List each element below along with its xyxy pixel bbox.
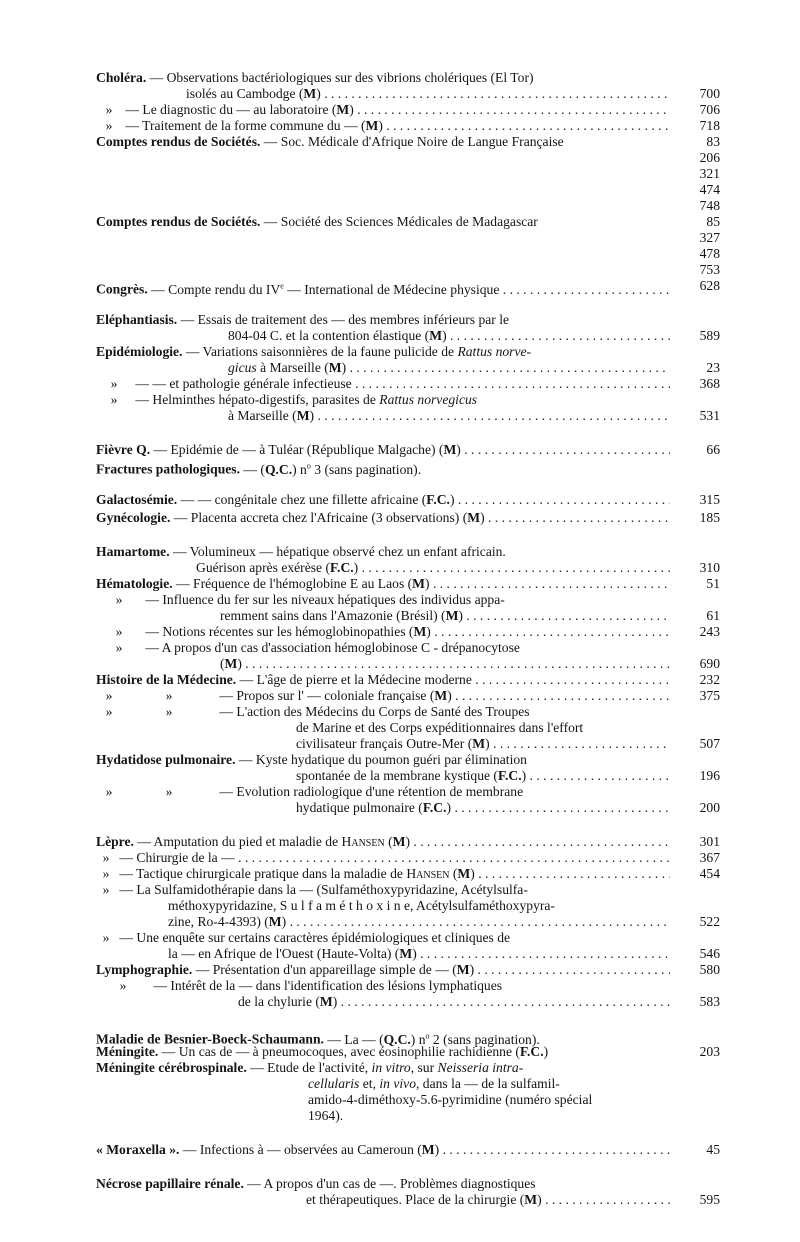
entry-heading: Nécrose papillaire rénale. xyxy=(96,1176,244,1191)
ditto-mark: » xyxy=(115,592,123,607)
entry-text xyxy=(96,850,670,866)
entry-text xyxy=(296,736,670,752)
index-entry xyxy=(96,118,720,134)
page-number: 51 xyxy=(706,576,720,591)
index-entry xyxy=(96,688,720,704)
entry-body: — Compte rendu du IVe — International de Médecine physique xyxy=(151,281,500,297)
entry-body: — Helminthes hépato-digestifs, parasites de Rattus norvegicus xyxy=(135,392,478,407)
index-entry xyxy=(96,86,720,102)
entry-text xyxy=(96,576,670,592)
index-entry xyxy=(96,510,720,526)
entry-body: amido-4-diméthoxy-5.6-pyrimidine (numéro spécial xyxy=(308,1092,593,1107)
entry-text xyxy=(96,102,670,118)
entry-text xyxy=(96,930,670,946)
index-entry xyxy=(96,656,720,672)
index-entry xyxy=(96,592,720,608)
entry-body: hydatique pulmonaire (F.C.) xyxy=(296,800,452,815)
entry-body: — Placenta accreta chez l'Africaine (3 observations) (M) xyxy=(173,510,485,525)
entry-text xyxy=(96,1142,670,1158)
index-entry xyxy=(96,182,720,198)
entry-body: — Tactique chirurgicale pratique dans la maladie de Hansen (M) xyxy=(119,866,475,881)
index-entry xyxy=(96,736,720,752)
entry-heading: « Moraxella ». xyxy=(96,1142,180,1157)
index-entry xyxy=(96,704,720,720)
entry-body: 1964). xyxy=(308,1108,344,1123)
entry-text xyxy=(168,946,670,962)
page-number: 628 xyxy=(699,278,720,293)
index-entry xyxy=(96,492,720,508)
entry-body: — Traitement de la forme commune du — (M) xyxy=(125,118,383,133)
entry-body: cellularis et, in vivo, dans la — de la sulfamil- xyxy=(308,1076,560,1091)
entry-heading: Hydatidose pulmonaire. xyxy=(96,752,236,767)
entry-body: — Volumineux — hépatique observé chez un enfant africain. xyxy=(173,544,506,559)
page-number: 583 xyxy=(699,994,720,1009)
ditto-mark: » xyxy=(115,624,123,639)
entry-heading: Congrès. xyxy=(96,281,148,297)
index-entry xyxy=(96,328,720,344)
index-entry xyxy=(96,1060,720,1076)
entry-text xyxy=(96,962,670,978)
entry-text xyxy=(220,608,670,624)
entry-text xyxy=(96,834,670,850)
entry-body: — Evolution radiologique d'une rétention de membrane xyxy=(219,784,524,799)
page-number: 507 xyxy=(699,736,720,751)
entry-body: — Soc. Médicale d'Afrique Noire de Langue Française xyxy=(263,134,564,149)
entry-text xyxy=(308,1092,670,1108)
entry-heading: Comptes rendus de Sociétés. xyxy=(96,214,261,229)
index-entry xyxy=(96,672,720,688)
index-entry xyxy=(96,1028,720,1047)
entry-body: — Observations bactériologiques sur des vibrions cholériques (El Tor) xyxy=(149,70,534,85)
entry-text xyxy=(96,312,670,328)
entry-body: de Marine et des Corps expéditionnaires dans l'effort xyxy=(296,720,584,735)
entry-body: — (Q.C.) $n^o$ 3 (sans pagination). xyxy=(243,461,422,477)
index-entry xyxy=(96,312,720,328)
index-entry xyxy=(96,882,720,898)
index-entry xyxy=(96,752,720,768)
page-number: 45 xyxy=(706,1142,720,1157)
index-entry xyxy=(96,640,720,656)
index-entry xyxy=(96,784,720,800)
entry-body: — Fréquence de l'hémoglobine E au Laos (M) xyxy=(176,576,430,591)
entry-text xyxy=(96,1060,670,1076)
index-entry xyxy=(96,166,720,182)
entry-body: spontanée de la membrane kystique (F.C.) xyxy=(296,768,527,783)
index-entry xyxy=(96,1092,720,1108)
page-number: 718 xyxy=(699,118,720,133)
index-entry xyxy=(96,278,720,297)
entry-body: — Société des Sciences Médicales de Madagascar xyxy=(263,214,538,229)
page-number: 478 xyxy=(699,246,720,261)
entry-body: la — en Afrique de l'Ouest (Haute-Volta) (M) xyxy=(168,946,417,961)
entry-body: Guérison après exérèse (F.C.) xyxy=(196,560,359,575)
page-number: 321 xyxy=(699,166,720,181)
index-entry xyxy=(96,408,720,424)
entry-text xyxy=(96,344,670,360)
entry-text xyxy=(96,544,670,560)
index-entry xyxy=(96,458,720,477)
entry-body: — La — (Q.C.) $n^o$ 2 (sans pagination). xyxy=(327,1031,540,1047)
index-entry xyxy=(96,344,720,360)
entry-heading: Epidémiologie. xyxy=(96,344,183,359)
index-entry xyxy=(96,1044,720,1060)
entry-body: — Essais de traitement des — des membres inférieurs par le xyxy=(180,312,510,327)
entry-body: — Infections à — observées au Cameroun (M) xyxy=(182,1142,440,1157)
entry-body: — — congénitale chez une fillette africaine (F.C.) xyxy=(180,492,455,507)
index-entry xyxy=(96,1142,720,1158)
entry-text xyxy=(308,1076,670,1092)
page-number: 522 xyxy=(699,914,720,929)
index-entry xyxy=(96,978,720,994)
entry-body: — Etude de l'activité, in vitro, sur Neisseria intra- xyxy=(250,1060,524,1075)
entry-body: remment sains dans l'Amazonie (Brésil) (M) xyxy=(220,608,463,623)
entry-body: à Marseille (M) xyxy=(228,408,315,423)
ditto-mark: » xyxy=(110,376,118,391)
ditto-mark: » xyxy=(102,850,110,865)
entry-text xyxy=(308,1108,670,1124)
entry-body: 804-04 C. et la contention élastique (M) xyxy=(228,328,447,343)
page-number: 531 xyxy=(699,408,720,423)
entry-text xyxy=(296,768,670,784)
entry-text xyxy=(228,328,670,344)
index-entry xyxy=(96,246,720,262)
entry-text xyxy=(96,510,670,526)
entry-body: de la chylurie (M) xyxy=(238,994,338,1009)
entry-body: — Variations saisonnières de la faune pulicide de Rattus norve- xyxy=(185,344,532,359)
entry-text xyxy=(96,866,670,882)
entry-body: — Influence du fer sur les niveaux hépatiques des individus appa- xyxy=(145,592,505,607)
entry-text xyxy=(96,624,670,640)
entry-body: — Le diagnostic du — au laboratoire (M) xyxy=(125,102,354,117)
entry-body: — Notions récentes sur les hémoglobinopathies (M) xyxy=(145,624,431,639)
entry-text xyxy=(168,914,670,930)
index-entry xyxy=(96,102,720,118)
entry-body: zine, Ro-4-4393) (M) xyxy=(168,914,287,929)
index-entry xyxy=(96,930,720,946)
entry-heading: Fractures pathologiques. xyxy=(96,461,240,477)
entry-heading: Choléra. xyxy=(96,70,147,85)
index-entry xyxy=(96,914,720,930)
entry-heading: Méningite cérébrospinale. xyxy=(96,1060,247,1075)
index-entry xyxy=(96,834,720,850)
entry-body: isolés au Cambodge (M) xyxy=(186,86,321,101)
page-number: 196 xyxy=(699,768,720,783)
index-entry xyxy=(96,544,720,560)
index-entry xyxy=(96,866,720,882)
page-number: 185 xyxy=(699,510,720,525)
entry-text xyxy=(186,86,670,102)
entry-text xyxy=(96,118,670,134)
entry-body: (M) xyxy=(220,656,242,671)
entry-text xyxy=(306,1192,670,1208)
entry-text xyxy=(220,656,670,672)
entry-text xyxy=(96,392,670,408)
index-entry xyxy=(96,150,720,166)
entry-heading: Hamartome. xyxy=(96,544,170,559)
page-number: 706 xyxy=(699,102,720,117)
entry-text xyxy=(96,492,670,508)
entry-heading: Lymphographie. xyxy=(96,962,193,977)
entry-text xyxy=(296,800,670,816)
entry-heading: Galactosémie. xyxy=(96,492,178,507)
page-number: 301 xyxy=(699,834,720,849)
index-entry xyxy=(96,214,720,230)
entry-text xyxy=(96,214,670,230)
entry-body: — — et pathologie générale infectieuse xyxy=(135,376,352,391)
page-number: 23 xyxy=(706,360,720,375)
index-entry xyxy=(96,898,720,914)
page-number: 85 xyxy=(706,214,720,229)
index-entry xyxy=(96,624,720,640)
page-number: 690 xyxy=(699,656,720,671)
entry-body: — Chirurgie de la — xyxy=(119,850,235,865)
ditto-mark: » xyxy=(110,392,118,407)
entry-body: — Kyste hydatique du poumon guéri par élimination xyxy=(238,752,527,767)
entry-text xyxy=(96,1176,670,1192)
page-number: 315 xyxy=(699,492,720,507)
entry-body: — L'âge de pierre et la Médecine moderne xyxy=(239,672,472,687)
entry-text xyxy=(96,278,670,298)
index-entry xyxy=(96,262,720,278)
entry-body: civilisateur français Outre-Mer (M) xyxy=(296,736,490,751)
entry-heading: Hématologie. xyxy=(96,576,173,591)
entry-body: — Présentation d'un appareillage simple de — (M) xyxy=(195,962,475,977)
page-number: 589 xyxy=(699,328,720,343)
index-entry xyxy=(96,198,720,214)
ditto-mark: » xyxy=(102,866,110,881)
entry-text xyxy=(96,752,670,768)
entry-text xyxy=(96,640,670,656)
index-entry xyxy=(96,576,720,592)
entry-text xyxy=(196,560,670,576)
page-number: 200 xyxy=(699,800,720,815)
entry-text xyxy=(96,70,670,86)
ditto-mark: » xyxy=(105,784,113,799)
entry-text xyxy=(96,592,670,608)
page-number: 700 xyxy=(699,86,720,101)
ditto-mark: » xyxy=(102,882,110,897)
entry-text: » » — L'action des Médecins du Corps de Santé des Troupes xyxy=(96,704,670,720)
entry-text xyxy=(96,1044,670,1060)
index-entry xyxy=(96,1108,720,1124)
page-number: 367 xyxy=(699,850,720,865)
index-entry xyxy=(96,800,720,816)
entry-body: — Propos sur l' — coloniale française (M) xyxy=(219,688,452,703)
page-number: 748 xyxy=(699,198,720,213)
index-entry xyxy=(96,392,720,408)
entry-body: méthoxypyridazine, S u l f a m é t h o x i n e, Acétylsulfaméthoxypyra- xyxy=(168,898,555,913)
page-number: 66 xyxy=(706,442,720,457)
ditto-mark: » xyxy=(105,118,113,133)
page-number: 546 xyxy=(699,946,720,961)
index-entry xyxy=(96,1192,720,1208)
page-number: 327 xyxy=(699,230,720,245)
index-entry xyxy=(96,720,720,736)
page-number: 474 xyxy=(699,182,720,197)
entry-heading: Gynécologie. xyxy=(96,510,171,525)
page-number: 375 xyxy=(699,688,720,703)
entry-text xyxy=(96,978,670,994)
index-entry xyxy=(96,1176,720,1192)
index-entry xyxy=(96,850,720,866)
entry-body: — Epidémie de — à Tuléar (République Malgache) (M) xyxy=(153,442,461,457)
index-entry xyxy=(96,442,720,458)
page-number: 243 xyxy=(699,624,720,639)
index-entry xyxy=(96,134,720,150)
entry-text xyxy=(238,994,670,1010)
index-entry xyxy=(96,360,720,376)
index-entry xyxy=(96,946,720,962)
entry-heading: Fièvre Q. xyxy=(96,442,151,457)
entry-body: et thérapeutiques. Place de la chirurgie (M) xyxy=(306,1192,542,1207)
entry-text xyxy=(168,898,670,914)
entry-body: — Amputation du pied et maladie de Hansen (M) xyxy=(137,834,411,849)
entry-body: — Un cas de — à pneumocoques, avec éosinophilie rachidienne (F.C.) xyxy=(161,1044,549,1059)
ditto-mark: » xyxy=(105,102,113,117)
entry-text xyxy=(96,442,670,458)
page-number: 206 xyxy=(699,150,720,165)
page-number: 232 xyxy=(699,672,720,687)
index-entry xyxy=(96,230,720,246)
entry-text: » » — Propos sur l' — coloniale française (M) . . . xyxy=(96,688,670,704)
entry-text xyxy=(96,458,670,478)
ditto-mark: » xyxy=(105,688,113,703)
entry-text: » » — Evolution radiologique d'une rétention de membrane xyxy=(96,784,670,800)
page-number: 310 xyxy=(699,560,720,575)
index-entry xyxy=(96,1076,720,1092)
page-number: 203 xyxy=(699,1044,720,1059)
entry-text xyxy=(228,360,670,376)
index-entry xyxy=(96,70,720,86)
entry-heading: Comptes rendus de Sociétés. xyxy=(96,134,261,149)
page-number: 61 xyxy=(706,608,720,623)
page-number: 368 xyxy=(699,376,720,391)
index-entry xyxy=(96,608,720,624)
entry-body: — A propos d'un cas de —. Problèmes diagnostiques xyxy=(247,1176,536,1191)
ditto-mark: » xyxy=(102,930,110,945)
page-number: 580 xyxy=(699,962,720,977)
index-entry xyxy=(96,768,720,784)
entry-body: gicus à Marseille (M) xyxy=(228,360,347,375)
index-entry xyxy=(96,994,720,1010)
entry-heading: Histoire de la Médecine. xyxy=(96,672,237,687)
page-number: 83 xyxy=(706,134,720,149)
entry-text xyxy=(96,672,670,688)
ditto-mark: » xyxy=(119,978,127,993)
entry-heading: Méningite. xyxy=(96,1044,159,1059)
index-entry xyxy=(96,560,720,576)
ditto-mark: » xyxy=(115,640,123,655)
entry-heading: Lèpre. xyxy=(96,834,134,849)
entry-text xyxy=(96,134,670,150)
entry-text xyxy=(228,408,670,424)
ditto-mark: » xyxy=(105,704,113,719)
page-number: 595 xyxy=(699,1192,720,1207)
page-number: 454 xyxy=(699,866,720,881)
entry-text xyxy=(296,720,670,736)
entry-heading: Eléphantiasis. xyxy=(96,312,178,327)
entry-body: — Une enquête sur certains caractères épidémiologiques et cliniques de xyxy=(119,930,511,945)
entry-heading: Maladie de Besnier-Boeck-Schaumann. xyxy=(96,1031,324,1047)
entry-body: — A propos d'un cas d'association hémoglobinose C - drépanocytose xyxy=(145,640,520,655)
page-number: 753 xyxy=(699,262,720,277)
index-entry xyxy=(96,376,720,392)
index-entry xyxy=(96,962,720,978)
entry-body: — L'action des Médecins du Corps de Santé des Troupes xyxy=(219,704,530,719)
entry-body: — La Sulfamidothérapie dans la — (Sulfaméthoxypyridazine, Acétylsulfa- xyxy=(119,882,528,897)
entry-body: — Intérêt de la — dans l'identification des lésions lymphatiques xyxy=(153,978,503,993)
entry-text xyxy=(96,882,670,898)
entry-text xyxy=(96,376,670,392)
